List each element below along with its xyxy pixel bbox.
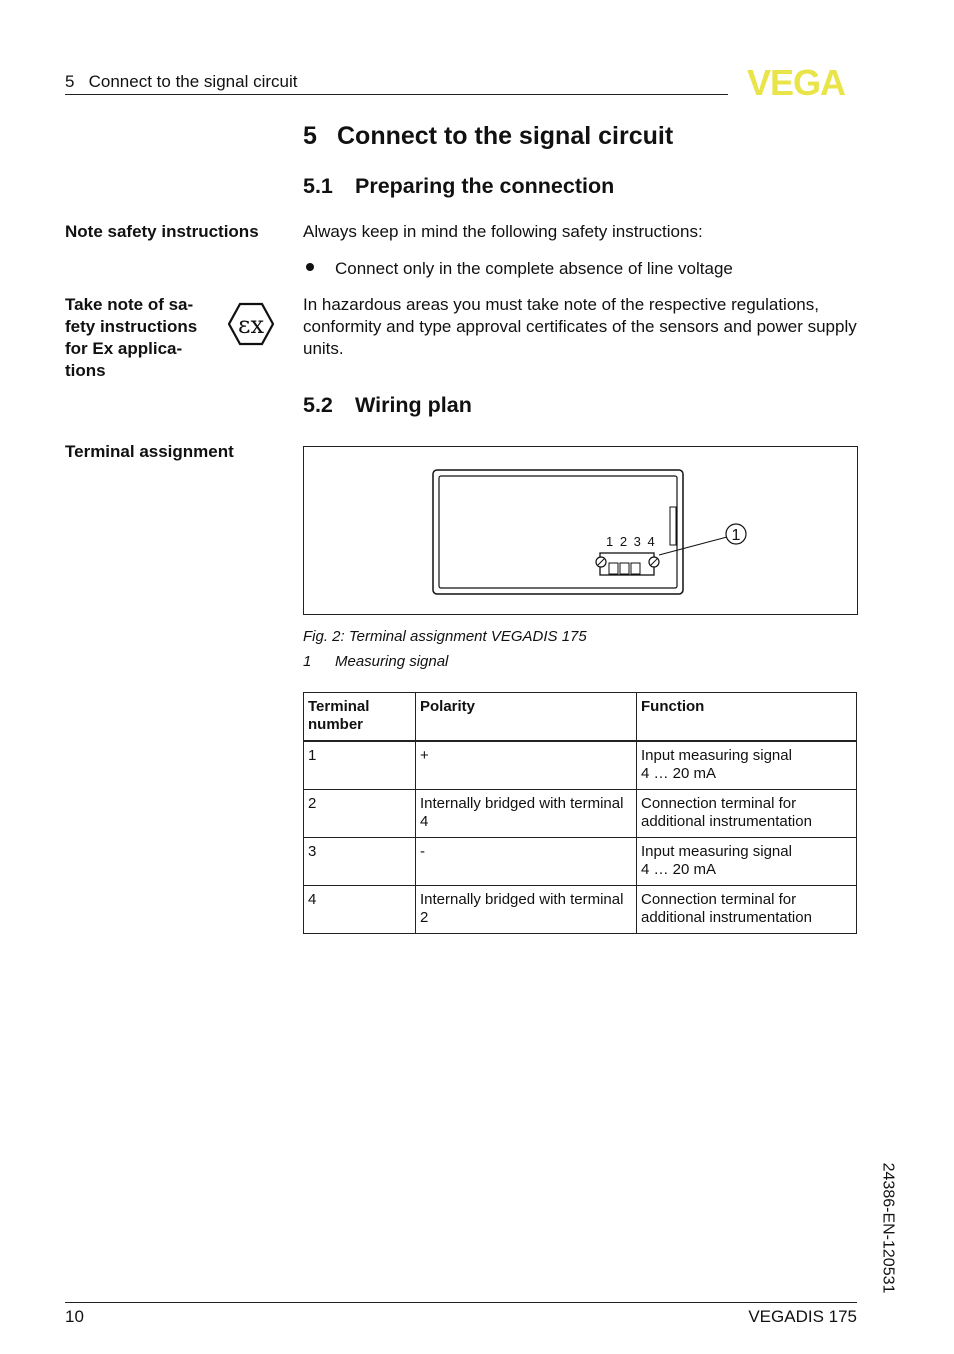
- side-label-ex: [65, 294, 225, 382]
- section-5-2-number: 5.2: [303, 393, 333, 417]
- ex-instructions: In hazardous areas you must take note of the respective regulations, conformity and type approval certificates of the sensors and power supply units.: [303, 295, 857, 358]
- legend-text: Measuring signal: [335, 653, 449, 670]
- ex-hazard-icon: [228, 302, 274, 346]
- section-5-1-heading: [303, 174, 614, 199]
- terminal-labels: 1 2 3 4: [606, 534, 657, 549]
- cell-polarity: +: [416, 741, 637, 790]
- table-row: [304, 741, 857, 790]
- cell-terminal: 2: [304, 790, 416, 838]
- cell-function: Input measuring signal 4 … 20 mA: [637, 838, 857, 886]
- table-row: [304, 886, 857, 934]
- section-5-1-title: Preparing the connection: [355, 174, 615, 198]
- callout-number: 1: [731, 527, 741, 544]
- bullet-dot: [306, 263, 314, 271]
- section-5-2-title: Wiring plan: [355, 393, 472, 417]
- logo-text: VEGA: [746, 66, 846, 98]
- table-header-row: [304, 693, 857, 742]
- cell-polarity: Internally bridged with terminal 2: [416, 886, 637, 934]
- wiring-figure: [303, 446, 858, 615]
- side-label-safety: Note safety instructions: [65, 222, 259, 241]
- header-terminal-number: Terminal number: [304, 693, 416, 742]
- side-label-ex-line: for Ex applica-: [65, 339, 183, 358]
- header-rule: [65, 94, 728, 95]
- cell-polarity: Internally bridged with terminal 4: [416, 790, 637, 838]
- cell-function: Input measuring signal 4 … 20 mA: [637, 741, 857, 790]
- product-name: VEGADIS 175: [748, 1307, 857, 1326]
- chapter-title-text: Connect to the signal circuit: [337, 122, 674, 150]
- section-5-1-number: 5.1: [303, 174, 333, 198]
- safety-intro: Always keep in mind the following safety instructions:: [303, 222, 703, 241]
- running-header: 5 Connect to the signal circuit: [65, 72, 298, 91]
- side-label-ex-line: fety instructions: [65, 317, 198, 336]
- side-label-ex-line: Take note of sa-: [65, 295, 194, 314]
- document-number: 24386-EN-120531: [878, 1162, 896, 1294]
- cell-function: Connection terminal for additional instrumentation: [637, 790, 857, 838]
- header-function: Function: [637, 693, 857, 742]
- terminal-diagram: [304, 447, 857, 614]
- svg-text:εx: εx: [238, 311, 264, 339]
- chapter-title: [303, 122, 673, 151]
- cell-polarity: -: [416, 838, 637, 886]
- cell-terminal: 3: [304, 838, 416, 886]
- cell-terminal: 4: [304, 886, 416, 934]
- side-label-ex-line: tions: [65, 361, 106, 380]
- side-label-terminal: Terminal assignment: [65, 442, 234, 461]
- cell-function: Connection terminal for additional instrumentation: [637, 886, 857, 934]
- page-number: 10: [65, 1307, 84, 1326]
- footer-rule: [65, 1302, 857, 1303]
- vega-logo: [735, 66, 857, 98]
- chapter-number: 5: [303, 122, 317, 150]
- cell-terminal: 1: [304, 741, 416, 790]
- header-polarity: Polarity: [416, 693, 637, 742]
- bullet-item: Connect only in the complete absence of line voltage: [335, 259, 733, 278]
- terminal-table: [303, 692, 857, 934]
- table-row: [304, 790, 857, 838]
- section-5-2-heading: [303, 393, 472, 418]
- table-row: [304, 838, 857, 886]
- legend-number: 1: [303, 653, 312, 670]
- figure-caption: Fig. 2: Terminal assignment VEGADIS 175: [303, 628, 587, 645]
